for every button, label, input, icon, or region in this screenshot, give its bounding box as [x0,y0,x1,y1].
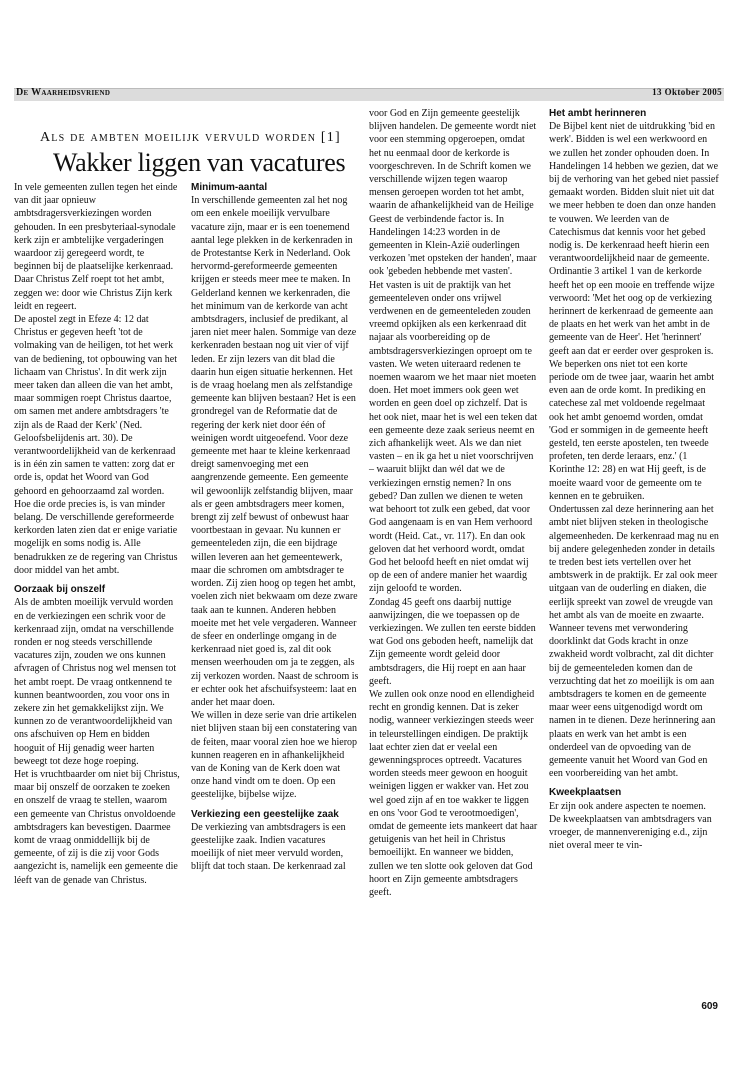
paragraph: De apostel zegt in Efeze 4: 12 dat Christus er gegeven heeft 'tot de volmaking van de heiligen, tot het werk van de bediening, tot opbouwing van het lichaam van Christus'. In dit werk zijn meer taken dan alleen die van het ambt, maar sommigen roept Christus daartoe, om samen met andere ambtsdragers 'te zijn als de Raad der Kerk' (Ned. Geloofsbelijdenis art. 30). De verantwoordelijkheid van de kerkenraad is in één zin samen te vatten: zorg dat er orde is, opdat het Woord van God gehoord en gehoorzaamd zal worden. Hoe die orde precies is, is van minder belang. De verschillende gereformeerde kerkorden laten zien dat er enige variatie mogelijk en soms nodig is. Alle benadrukken ze de regering van Christus door middel van het ambt. [14,314,178,576]
paragraph: Zondag 45 geeft ons daarbij nuttige aanwijzingen, die we toepassen op de verkiezingen. We zullen ten eerste bidden wat God ons geboden heeft, namelijk dat Zijn gemeente wordt geleid door ambtsdragers, die Hij roept en aan haar geeft. [369,596,536,687]
section-heading: Kweekplaatsen [549,787,622,799]
section-heading: Oorzaak bij onszelf [14,584,106,596]
paragraph: Als de ambten moeilijk vervuld worden en de verkiezingen een schrik voor de kerkenraad zijn, omdat na verschillende ronden er nog steeds verschillende vacatures zijn, zouden we ons kunnen afvragen of Christus nog wel mensen tot het ambt roept. De vraag ontkennend te kunnen beantwoorden, zou voor ons in zekere zin het gemakkelijkst zijn. We kunnen zo de verantwoordelijkheid van ons afschuiven op Hem en bidden hooguit of Hij genadig weer harten beweegt tot deze hoge roeping. [14,597,177,767]
column-1 [14,181,181,887]
paragraph: Het vasten is uit de praktijk van het gemeenteleven onder ons vrijwel verdwenen en de gemeenteleden zouden vreemd opkijken als een kerkenraad dit najaar als voorbereiding op de ambtsdragersverkiezingen oproept om te vasten. We weten uiteraard redenen te noemen waarom we het maar niet moeten doen. Het moet immers ook geen wet worden en geen doel op zichzelf. Dat is het ook niet, maar het is wel een teken dat een gemeente deze zaak serieus neemt en zich afhankelijk weet. Als we dan niet vasten – en ik ga het u niet voorschrijven – waaruit blijkt dan wél dat we de verkiezingen ernstig nemen? In ons gebed? Dan zullen we dienen te weten wat behoort tot zulk een gebed, dat voor God aangenaam is en van Hem verhoord wordt (Heid. Cat., vr. 117). En dan ook geloven dat het verhoord wordt, omdat God het beloofd heeft en niet omdat wij op de een of andere manier het waardig zijn geloofd te worden. [369,279,538,595]
article-subtitle: Als de ambten moeilijk vervuld worden [1] [40,130,341,145]
column-2 [191,181,359,874]
paragraph: Ondertussen zal deze herinnering aan het ambt niet blijven steken in theologische algemeenheden. De kerkenraad mag nu en bij andere gelegenheden zonder in details te treden best iets vertellen over het ambtswerk in de praktijk. Er zal ook meer uitgaan van de ouderling en diaken, die eerlijk spreekt van zowel de vreugde van het ambt als van de moeite en zwaarte. Wanneer tevens met verwondering doorklinkt dat Gods kracht in onze zwakheid wordt volbracht, zal dit dichter bij de gemeenteleden komen dan de verzuchting dat het zo moeilijk is om aan ambtsdragers te komen en de gemeente maar weer eens uitgenodigd wordt om namen in te dienen. Deze herinnering aan plaats en werk van het ambt is een onderdeel van de opvoeding van de gemeente vanuit het Woord van God en een voorbereiding van het ambt. [549,504,719,780]
paragraph: De verkiezing van ambtsdragers is een geestelijke zaak. Indien vacatures moeilijk of niet meer vervuld worden, blijft dat toch staan. De kerkenraad zal [191,821,346,873]
paragraph: We zullen ook onze nood en ellendigheid recht en grondig kennen. Dat is zeker nodig, wanneer verkiezingen steeds weer in teleurstellingen eindigen. De praktijk laat echter zien dat er veelal een gewenningsproces optreedt. Vacatures worden steeds meer gewoon en hooguit weinigen liggen er wakker van. Het zou wel goed zijn af en toe wakker te liggen en ons 'voor God te verootmoedigen', omdat de gemeente iets mankeert dat haar getuigenis van het heil in Christus bemoeilijkt. En wanneer we bidden, zullen we ten slotte ook geloven dat God hoort en Zijn gemeente ambtsdragers geeft. [369,688,538,898]
section-heading: Minimum-aantal [191,182,268,193]
publication-name: De Waarheidsvriend [16,87,111,98]
page-number: 609 [701,1001,718,1012]
header-bar [14,88,724,101]
paragraph: In verschillende gemeenten zal het nog om een enkele moeilijk vervulbare vacature zijn, maar er is een toenemend aantal lege plekken in de kerkenraden in de Protestantse Kerk in Nederland. Ook hervormd-gereformeerde gemeenten krijgen er steeds meer mee te maken. In Gelderland kennen we kerkenraden, die het minimum van de kerkorde van acht ambtsdragers, inclusief de predikant, al jaren niet meer halen. Sommige van deze kerkenraden bestaan nog uit vier of vijf leden. Er zijn lezers van dit blad die daarin hun eigen situatie herkennen. Het is de vraag hoelang men als zelfstandige gemeente kan blijven bestaan? Het is een grondregel van de Reformatie dat de regering der kerk niet door één of weinigen wordt uitgeoefend. Voor deze gemeente met haar te kleine kerkenraad dreigt samenvoeging met een aangrenzende gemeente. Een gemeente wil gewoonlijk zelfstandig blijven, maar als er geen ambtsdragers meer komen, brengt zij zelf bewust of onbewust haar voortbestaan in gevaar. Nu kunnen er gemeenteleden zijn, die een bijdrage willen leveren aan het gemeentewerk, maar die schromen om ambtsdrager te worden. Zij zien hoog op tegen het ambt, voelen zich niet bekwaam om deze zware taak aan te kunnen. Anderen hebben moeite met het vele vergaderen. Wanneer de sfeer en onderlinge omgang in de kerkenraad niet goed is, zal dit ook mensen weerhouden om ja te zeggen, als zij verkozen worden. Naast de schroom is er echter ook het afschuifsysteem: laat en ander het maar doen. [191,195,359,708]
paragraph: Er zijn ook andere aspecten te noemen. De kweekplaatsen van ambtsdragers van vroeger, de mannenvereniging e.d., zijn niet overal meer te vin- [549,800,712,852]
section-heading: Het ambt herinneren [549,108,647,119]
paragraph: We willen in deze serie van drie artikelen niet blijven staan bij een constatering van de feiten, maar vooral zien hoe we hierop kunnen reageren en in afhankelijkheid van de Koning van de Kerk doen wat onze hand vindt om te doen. Op een geestelijke, bijbelse wijze. [191,710,358,801]
paragraph: voor God en Zijn gemeente geestelijk blijven handelen. De gemeente wordt niet voor een stemming opgeroepen, omdat het nu eenmaal door de kerkorde is voorgeschreven. In de Schrift komen we verschillende wijzen tegen waarop mensen geroepen worden tot het ambt, waarin de afhankelijkheid van de Heilige Geest de verbindende factor is. In Handelingen 14:23 worden in de gemeenten in Klein-Azië ouderlingen verkozen 'met opsteken der handen', maar ook 'gebeden hebbende met vasten'. [369,108,537,278]
paragraph: In vele gemeenten zullen tegen het einde van dit jaar opnieuw ambtsdragersverkiezingen worden gehouden. In een presbyteriaal-synodale kerk zijn er ambtelijke vergaderingen waardoor zij geregeerd wordt, te beginnen bij de plaatselijke kerkenraad. Daar Christus Zelf roept tot het ambt, zeggen we: door wie Christus Zijn kerk leidt en regeert. [14,182,178,312]
paragraph: Het is vruchtbaarder om niet bij Christus, maar bij onszelf de oorzaken te zoeken en onszelf de vraag te stellen, waarom een gemeente van Christus onvoldoende ambtsdragers kan bevestigen. Daarmee komt de vraag onmiddellijk bij de gemeente, of zij is die zij voor Gods aangezicht is, namelijk een gemeente die léeft van de genade van Christus. [14,768,180,886]
article-title: Wakker liggen van vacatures [53,148,346,177]
section-heading: Verkiezing een geestelijke zaak [191,808,339,820]
paragraph: De Bijbel kent niet de uitdrukking 'bid en werk'. Bidden is wel een werkwoord en we zullen het zonder ophouden doen. In Handelingen 14 hebben we gezien, dat we bij de verhoring van het gebed niet passief gemaakt worden. Bidden sluit niet uit dat we meer hebben te doen dan onze handen te vouwen. We leerden van de Catechismus dat kennis voor het gebed nodig is. De kerkenraad heeft hierin een verantwoordelijkheid naar de gemeente. Ordinantie 3 artikel 1 van de kerkorde heeft het op een mooie en treffende wijze verwoord: 'Met het oog op de verkiezing herinnert de kerkenraad de gemeente aan de plaats en het werk van het ambt in de gemeente van de Heer'. Het 'herinnert' geeft aan dat er eerder over gesproken is. We beperken ons niet tot een korte periode om de twee jaar, waarin het ambt even aan de orde komt. In prediking en catechese zal met voldoende regelmaat ook het ambt genoemd worden, omdat 'God er sommigen in de gemeente heeft gesteld, ten eerste apostelen, ten tweede profeten, ten derde leraars, enz.' (1 Korinthe 12: 28) en wat Hij geeft, is de moeite waard voor de gemeente om te kennen en te gebruiken. [549,121,719,502]
column-3 [369,107,538,899]
issue-date: 13 Oktober 2005 [652,87,722,97]
column-4 [549,107,719,852]
